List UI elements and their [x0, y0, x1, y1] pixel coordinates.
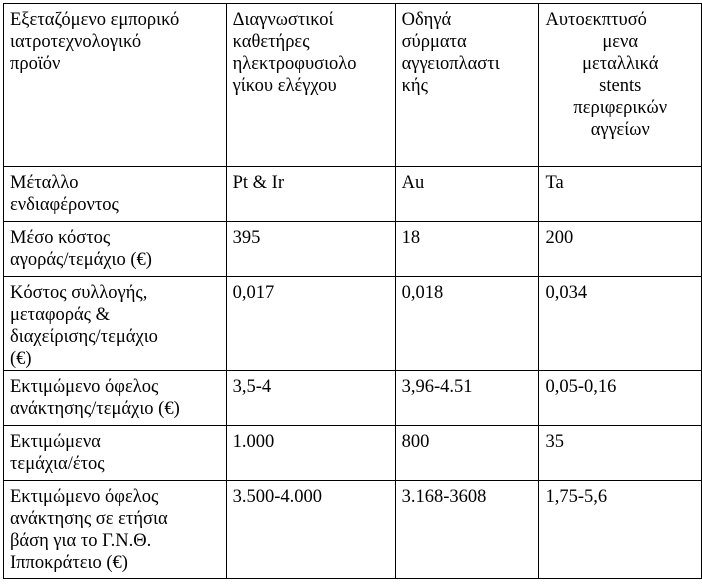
label-line: βάση για το Γ.Ν.Θ.: [10, 531, 152, 551]
table-row: [4, 167, 702, 222]
label-line: ανάκτησης/τεμάχιο (€): [10, 399, 180, 419]
header-line: προϊόν: [10, 54, 61, 74]
header-product: [4, 4, 227, 167]
header-line: Διαγνωστικοί: [232, 10, 334, 30]
cell-stents: 1,75-5,6: [539, 481, 702, 579]
header-catheters: [226, 4, 395, 167]
cell-catheters: 395: [226, 222, 395, 277]
header-line: γίκου ελέγχου: [232, 76, 337, 96]
cell-stents: 0,05-0,16: [539, 371, 702, 426]
cell-stents: 200: [539, 222, 702, 277]
table-header-row: [4, 4, 702, 167]
table-row: [4, 371, 702, 426]
label-line: Εκτιμώμενο όφελος: [10, 487, 159, 507]
header-line: μεταλλικά: [582, 54, 659, 74]
table-row: [4, 222, 702, 277]
header-line: ηλεκτροφυσιολο: [232, 54, 357, 74]
cell-guidewires: 18: [395, 222, 539, 277]
cell-catheters: 0,017: [226, 277, 395, 371]
label-line: Κόστος συλλογής,: [10, 283, 148, 303]
row-label: [4, 167, 227, 222]
header-line: καθετήρες: [232, 32, 310, 52]
cell-catheters: 1.000: [226, 426, 395, 481]
label-line: μεταφοράς &: [10, 305, 111, 325]
label-line: διαχείρισης/τεμάχιο: [10, 327, 158, 347]
header-line: μενα: [602, 32, 639, 52]
header-line: κής: [401, 76, 428, 96]
header-line: Οδηγά: [401, 10, 452, 30]
table-row: [4, 277, 702, 371]
cell-guidewires: 3.168-3608: [395, 481, 539, 579]
header-line: περιφερικών: [573, 98, 668, 118]
cell-catheters: 3,5-4: [226, 371, 395, 426]
cell-stents: 0,034: [539, 277, 702, 371]
table-row: [4, 481, 702, 579]
header-line: Αυτοεκπτυσό: [545, 10, 647, 30]
cell-catheters: Pt & Ir: [226, 167, 395, 222]
cell-guidewires: 3,96-4.51: [395, 371, 539, 426]
cell-stents: 35: [539, 426, 702, 481]
cell-stents: Ta: [539, 167, 702, 222]
label-line: ενδιαφέροντος: [10, 195, 119, 215]
header-guidewires: [395, 4, 539, 167]
row-label: [4, 481, 227, 579]
row-label: [4, 371, 227, 426]
table-row: [4, 426, 702, 481]
row-label: [4, 426, 227, 481]
label-line: Εκτιμώμενα: [10, 432, 101, 452]
label-line: Ιπποκράτειο (€): [10, 553, 128, 573]
header-stents: [539, 4, 702, 167]
label-line: Εκτιμώμενο όφελος: [10, 377, 159, 397]
header-line: σύρματα: [401, 32, 467, 52]
header-line: stents: [599, 76, 642, 96]
comparison-table: [3, 3, 702, 579]
label-line: (€): [10, 349, 32, 369]
label-line: τεμάχια/έτος: [10, 454, 105, 474]
label-line: αγοράς/τεμάχιο (€): [10, 250, 152, 270]
header-line: Εξεταζόμενο εμπορικό: [10, 10, 180, 30]
row-label: [4, 222, 227, 277]
header-line: αγγείων: [590, 120, 650, 140]
header-line: ιατροτεχνολογικό: [10, 32, 142, 52]
cell-guidewires: 800: [395, 426, 539, 481]
label-line: Μέταλλο: [10, 173, 79, 193]
label-line: Μέσο κόστος: [10, 228, 111, 248]
label-line: ανάκτησης σε ετήσια: [10, 509, 168, 529]
cell-guidewires: 0,018: [395, 277, 539, 371]
cell-catheters: 3.500-4.000: [226, 481, 395, 579]
row-label: [4, 277, 227, 371]
header-line: αγγειοπλαστι: [401, 54, 500, 74]
cell-guidewires: Au: [395, 167, 539, 222]
